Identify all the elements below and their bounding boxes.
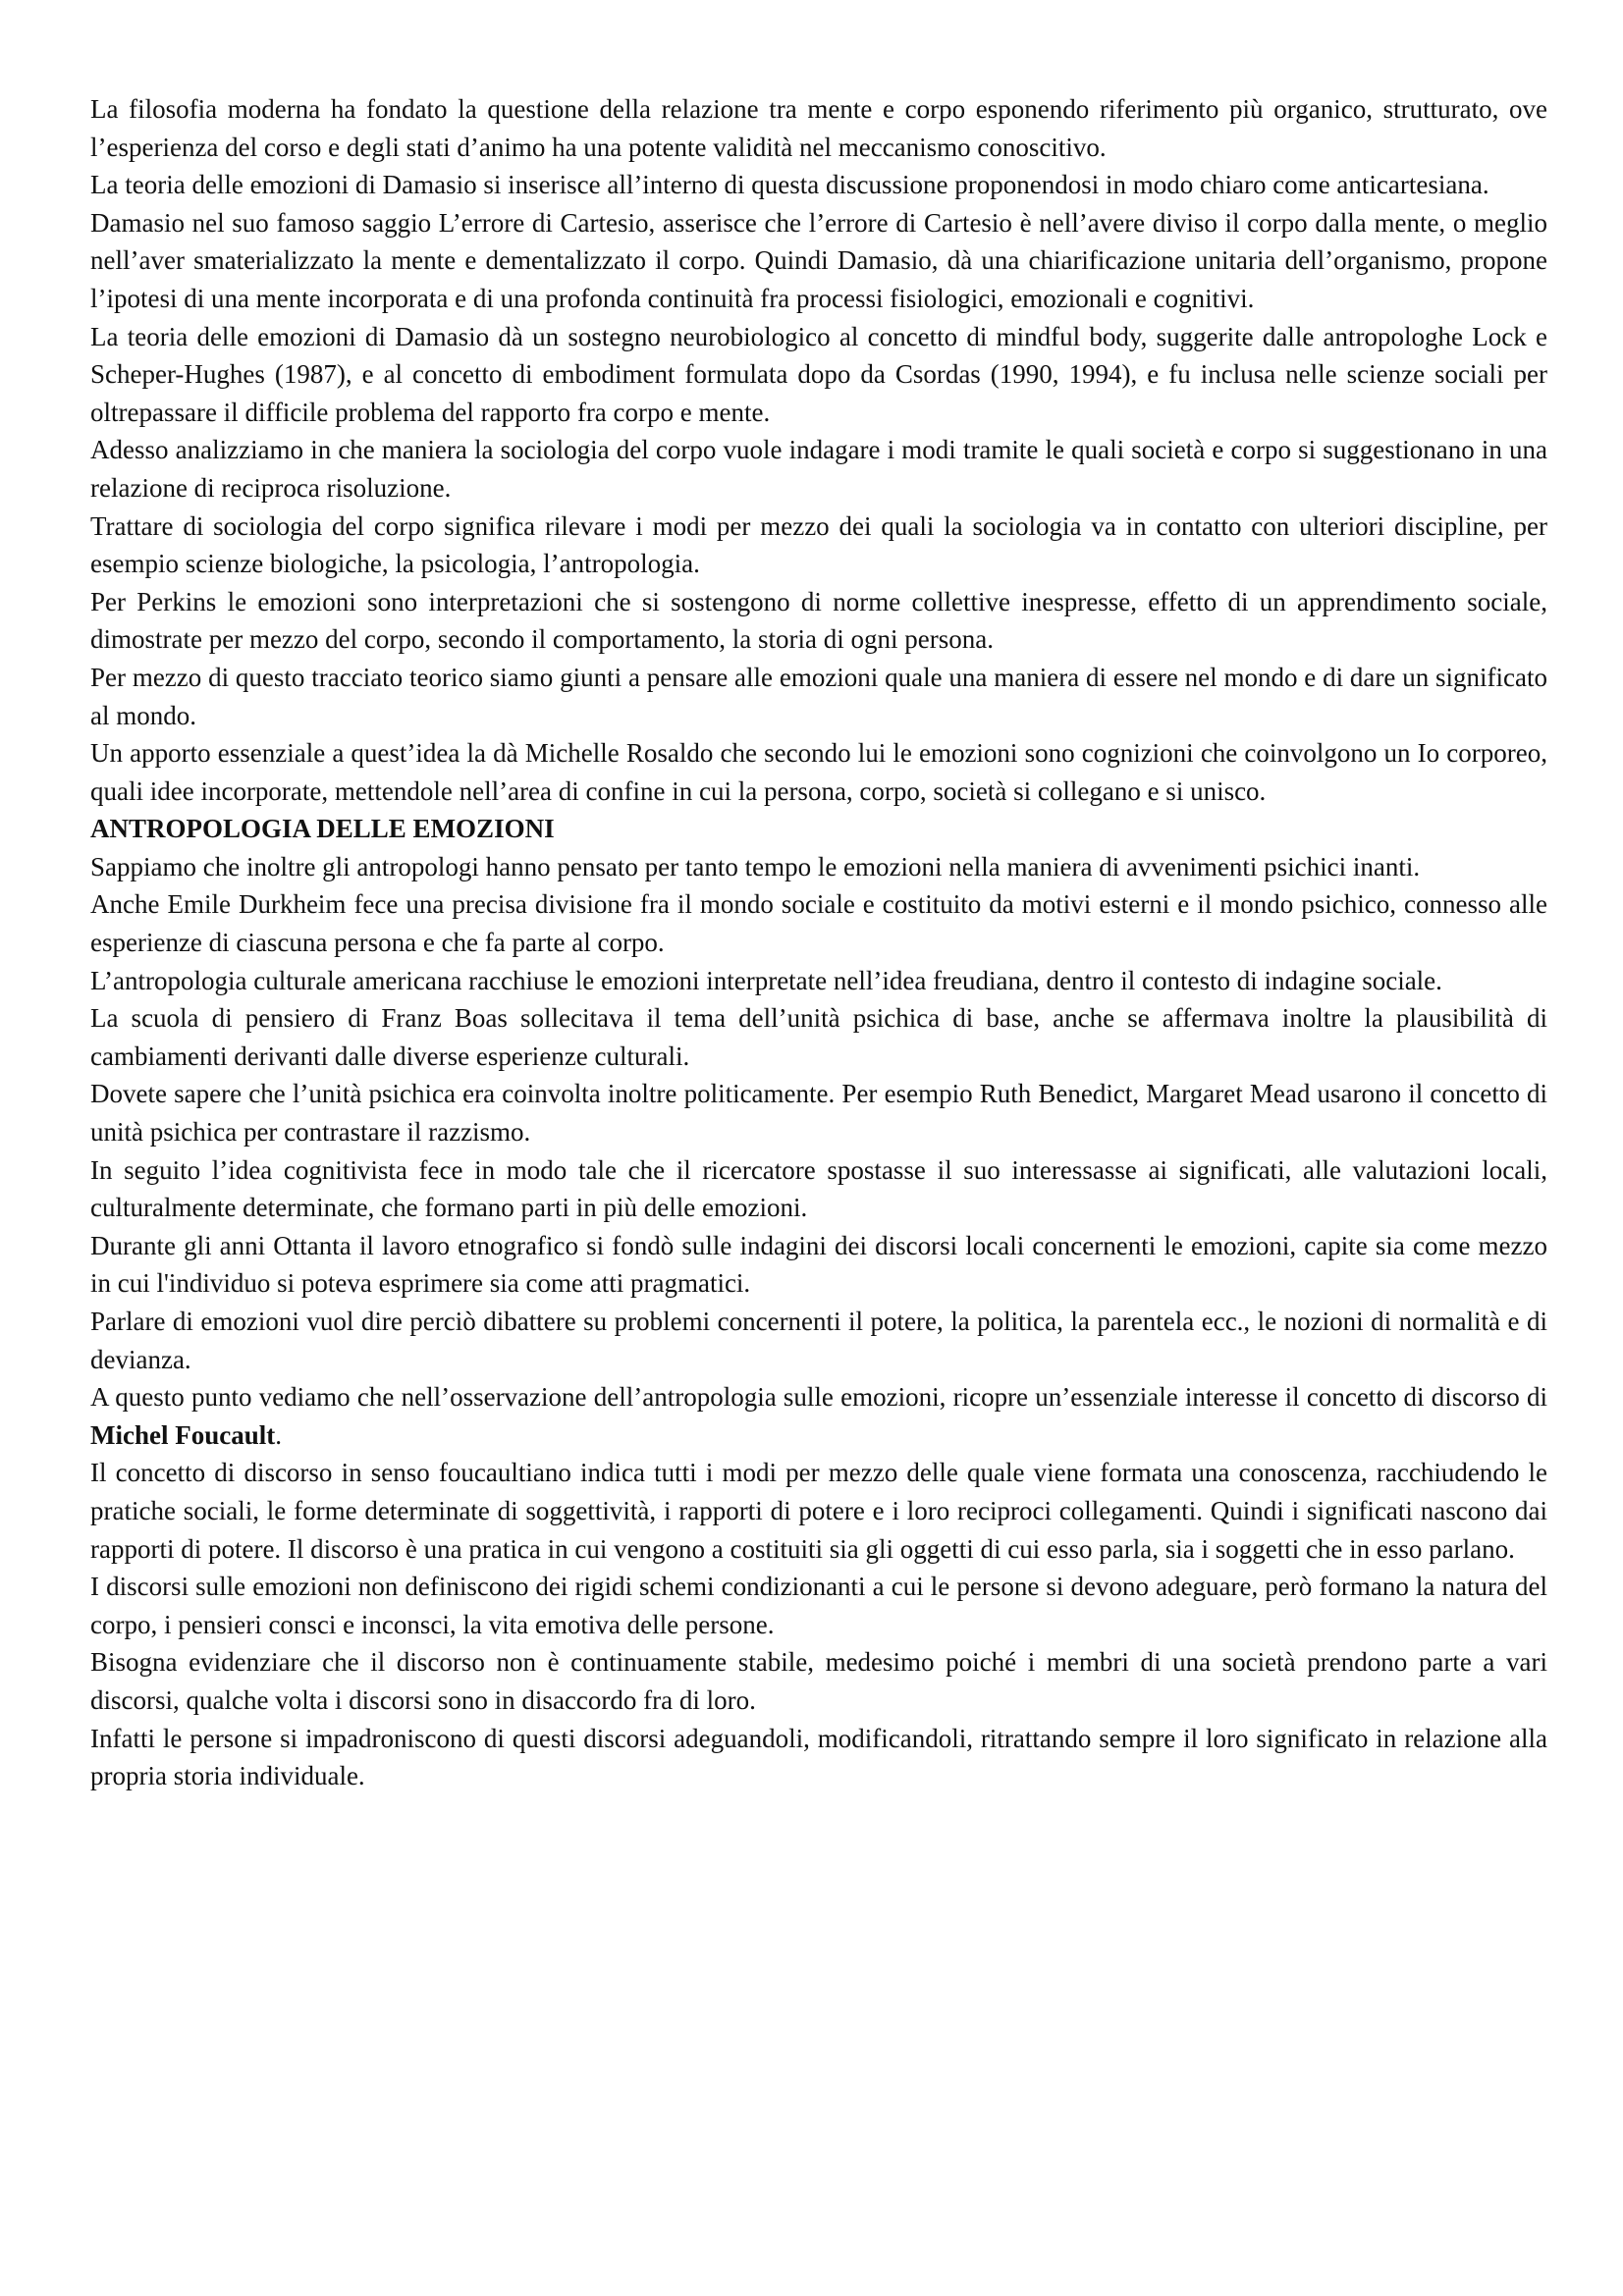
paragraph-durkheim: Anche Emile Durkheim fece una precisa divisione fra il mondo sociale e costituito da motivi esterni e il mondo psichico, connesso alle esperienze di ciascuna persona e che fa parte al corpo. [90, 889, 1547, 958]
paragraph-boas: La scuola di pensiero di Franz Boas sollecitava il tema dell’unità psichica di base, anche se affermava inoltre la plausibilità di cambiamenti derivanti dalle diverse esperienze culturali. [90, 1003, 1547, 1071]
paragraph-sociology-body: Adesso analizziamo in che maniera la sociologia del corpo vuole indagare i modi tramite le quali società e corpo si suggestionano in una relazione di reciproca risoluzione. [90, 435, 1547, 503]
foucault-name: Michel Foucault [90, 1419, 276, 1450]
paragraph-descartes-error: Damasio nel suo famoso saggio L’errore di Cartesio, asserisce che l’errore di Cartesio è nell’avere diviso il corpo dalla mente, o meglio nell’aver smaterializzato la mente e dementalizzato il corpo. Quindi Damasio, dà una chiarificazione unitaria dell’organismo, propone l’ipotesi di una mente incorporata e di una profonda continuità fra processi fisiologici, emozionali e cognitivi. [90, 207, 1547, 313]
foucault-text-prefix: A questo punto vediamo che nell’osservazione dell’antropologia sulle emozioni, ricopre un’essenziale interesse il concetto di discorso di [90, 1382, 1547, 1413]
paragraph-eighties: Durante gli anni Ottanta il lavoro etnografico si fondò sulle indagini dei discorsi locali concernenti le emozioni, capite sia come mezzo in cui l'individuo si poteva esprimere sia come atti pragmatici. [90, 1230, 1547, 1299]
paragraph-rosaldo: Un apporto essenziale a quest’idea la dà Michelle Rosaldo che secondo lui le emozioni sono cognizioni che coinvolgono un Io corporeo, quali idee incorporate, mettendole nell’area di confine in cui la persona, corpo, società si collegano e si unisco. [90, 738, 1547, 806]
paragraph-psychic-unity: Dovete sapere che l’unità psichica era coinvolta inoltre politicamente. Per esempio Ruth Benedict, Margaret Mead usarono il concetto di unità psichica per contrastare il razzismo. [90, 1079, 1547, 1148]
paragraph-perkins: Per Perkins le emozioni sono interpretazioni che si sostengono di norme collettive inespresse, effetto di un apprendimento sociale, dimostrate per mezzo del corpo, secondo il comportamento, la storia di ogni persona. [90, 586, 1547, 655]
section-heading: ANTROPOLOGIA DELLE EMOZIONI [90, 814, 555, 844]
paragraph-theoretical-path: Per mezzo di questo tracciato teorico siamo giunti a pensare alle emozioni quale una maniera di essere nel mondo e di dare un significato al mondo. [90, 662, 1547, 730]
paragraph-discourse-stability: Bisogna evidenziare che il discorso non è continuamente stabile, medesimo poiché i membri di una società prendono parte a vari discorsi, qualche volta i discorsi sono in disaccordo fra di loro. [90, 1647, 1547, 1715]
paragraph-discourse-concept: Il concetto di discorso in senso foucaultiano indica tutti i modi per mezzo delle quale viene formata una conoscenza, racchiudendo le pratiche sociali, le forme determinate di soggettività, i rapporti di potere e i loro reciproci collegamenti. Quindi i significati nascono dai rapporti di potere. Il discorso è una pratica in cui vengono a costituiti sia gli oggetti di cui esso parla, sia i soggetti che in esso parlano. [90, 1458, 1547, 1564]
paragraph-anthropologists: Sappiamo che inoltre gli antropologi hanno pensato per tanto tempo le emozioni nella maniera di avvenimenti psichici inanti. [90, 851, 1421, 881]
foucault-text-suffix: . [275, 1419, 282, 1450]
paragraph-sociology-disciplines: Trattare di sociologia del corpo significa rilevare i modi per mezzo dei quali la sociologia va in contatto con ulteriori discipline, per esempio scienze biologiche, la psicologia, l’antropologia. [90, 510, 1547, 579]
document-page [90, 90, 1547, 1795]
paragraph-people-discourses: Infatti le persone si impadroniscono di questi discorsi adeguandoli, modificandoli, ritrattando sempre il loro significato in relazione alla propria storia individuale. [90, 1723, 1547, 1791]
paragraph-talking-emotions: Parlare di emozioni vuol dire perciò dibattere su problemi concernenti il potere, la politica, la parentela ecc., le nozioni di normalità e di devianza. [90, 1307, 1547, 1374]
paragraph-modern-philosophy: La filosofia moderna ha fondato la questione della relazione tra mente e corpo esponendo riferimento più organico, strutturato, ove l’esperienza del corso e degli stati d’animo ha una potente validità nel meccanismo conoscitivo. [90, 94, 1547, 162]
paragraph-mindful-body: La teoria delle emozioni di Damasio dà un sostegno neurobiologico al concetto di mindful body, suggerite dalle antropologhe Lock e Scheper-Hughes (1987), e al concetto di embodiment formulata dopo da Csordas (1990, 1994), e fu inclusa nelle scienze sociali per oltrepassare il difficile problema del rapporto fra corpo e mente. [90, 321, 1547, 427]
paragraph-discourses-emotions: I discorsi sulle emozioni non definiscono dei rigidi schemi condizionanti a cui le persone si devono adeguare, però formano la natura del corpo, i pensieri consci e inconsci, la vita emotiva delle persone. [90, 1572, 1547, 1639]
paragraph-damasio-theory: La teoria delle emozioni di Damasio si inserisce all’interno di questa discussione proponendosi in modo chiaro come anticartesiana. [90, 170, 1489, 200]
paragraph-cognitivist: In seguito l’idea cognitivista fece in modo tale che il ricercatore spostasse il suo interessasse ai significati, alle valutazioni locali, culturalmente determinate, che formano parti in più delle emozioni. [90, 1154, 1547, 1223]
paragraph-foucault [90, 1378, 1547, 1454]
paragraph-american-anthropology: L’antropologia culturale americana racchiuse le emozioni interpretate nell’idea freudiana, dentro il contesto di indagine sociale. [90, 965, 1442, 995]
